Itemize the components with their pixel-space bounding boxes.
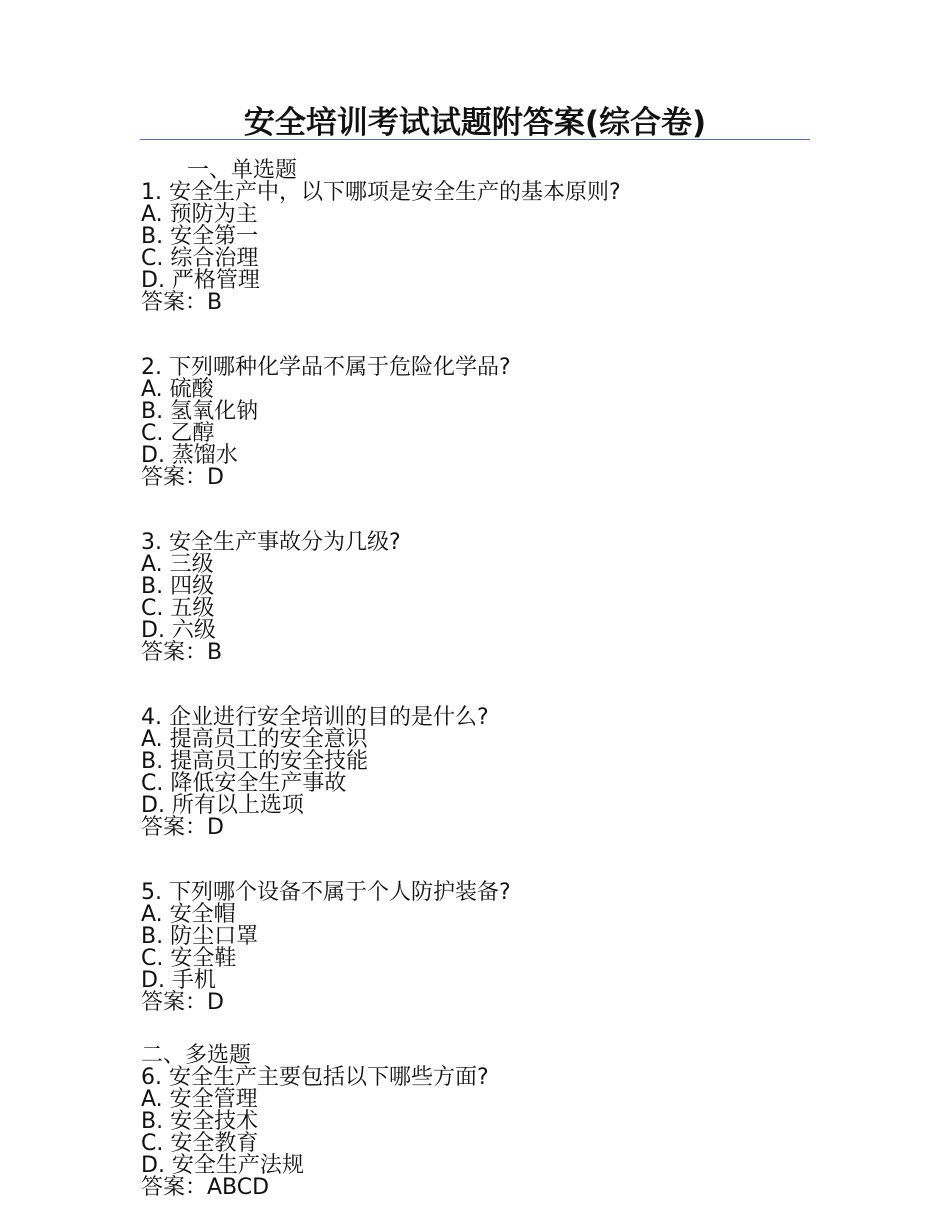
option-b: B. 安全技术 [141,1109,259,1134]
spacer [141,1014,841,1045]
section-heading-multi: 二、多选题 [141,1043,252,1068]
option-d: D. 六级 [141,618,216,643]
answer-line: 答案：D [141,815,224,840]
spacer [141,489,841,532]
question-block-2 [141,357,841,489]
question-stem: 3. 安全生产事故分为几级? [141,530,401,555]
question-block-1 [141,182,841,314]
spacer [141,839,841,882]
answer-line: 答案：D [141,465,224,490]
option-b: B. 安全第一 [141,224,259,249]
option-a: A. 硫酸 [141,377,214,402]
option-b: B. 防尘口罩 [141,924,259,949]
answer-line: 答案：ABCD [141,1175,270,1200]
question-stem: 4. 企业进行安全培训的目的是什么? [141,705,489,730]
question-stem: 1. 安全生产中，以下哪项是安全生产的基本原则? [141,180,621,205]
answer-line: 答案：B [141,640,223,665]
answer-line: 答案：D [141,990,224,1015]
question-block-5 [141,882,841,1014]
option-a: A. 三级 [141,552,214,577]
option-b: B. 氢氧化钠 [141,399,259,424]
option-c: C. 综合治理 [141,246,259,271]
option-a: A. 安全帽 [141,902,236,927]
spacer [141,664,841,707]
option-d: D. 安全生产法规 [141,1153,304,1178]
section-heading-single: 一、单选题 [187,158,298,183]
option-d: D. 手机 [141,968,216,993]
option-c: C. 安全教育 [141,1131,259,1156]
question-stem: 6. 安全生产主要包括以下哪些方面? [141,1065,489,1090]
option-b: B. 四级 [141,574,215,599]
option-d: D. 蒸馏水 [141,443,238,468]
option-c: C. 降低安全生产事故 [141,771,347,796]
option-d: D. 所有以上选项 [141,793,304,818]
question-stem: 2. 下列哪种化学品不属于危险化学品? [141,355,511,380]
question-block-4 [141,707,841,839]
title-underline [140,139,810,140]
option-c: C. 五级 [141,596,215,621]
question-list [141,160,841,1199]
question-stem: 5. 下列哪个设备不属于个人防护装备? [141,880,511,905]
question-block-3 [141,532,841,664]
answer-line: 答案：B [141,290,223,315]
option-a: A. 安全管理 [141,1087,258,1112]
option-a: A. 预防为主 [141,202,258,227]
spacer [141,314,841,357]
option-c: C. 安全鞋 [141,946,237,971]
question-block-6 [141,1067,841,1199]
option-d: D. 严格管理 [141,268,260,293]
option-a: A. 提高员工的安全意识 [141,727,368,752]
option-b: B. 提高员工的安全技能 [141,749,369,774]
document-title: 安全培训考试试题附答案(综合卷) [243,105,707,141]
option-c: C. 乙醇 [141,421,215,446]
